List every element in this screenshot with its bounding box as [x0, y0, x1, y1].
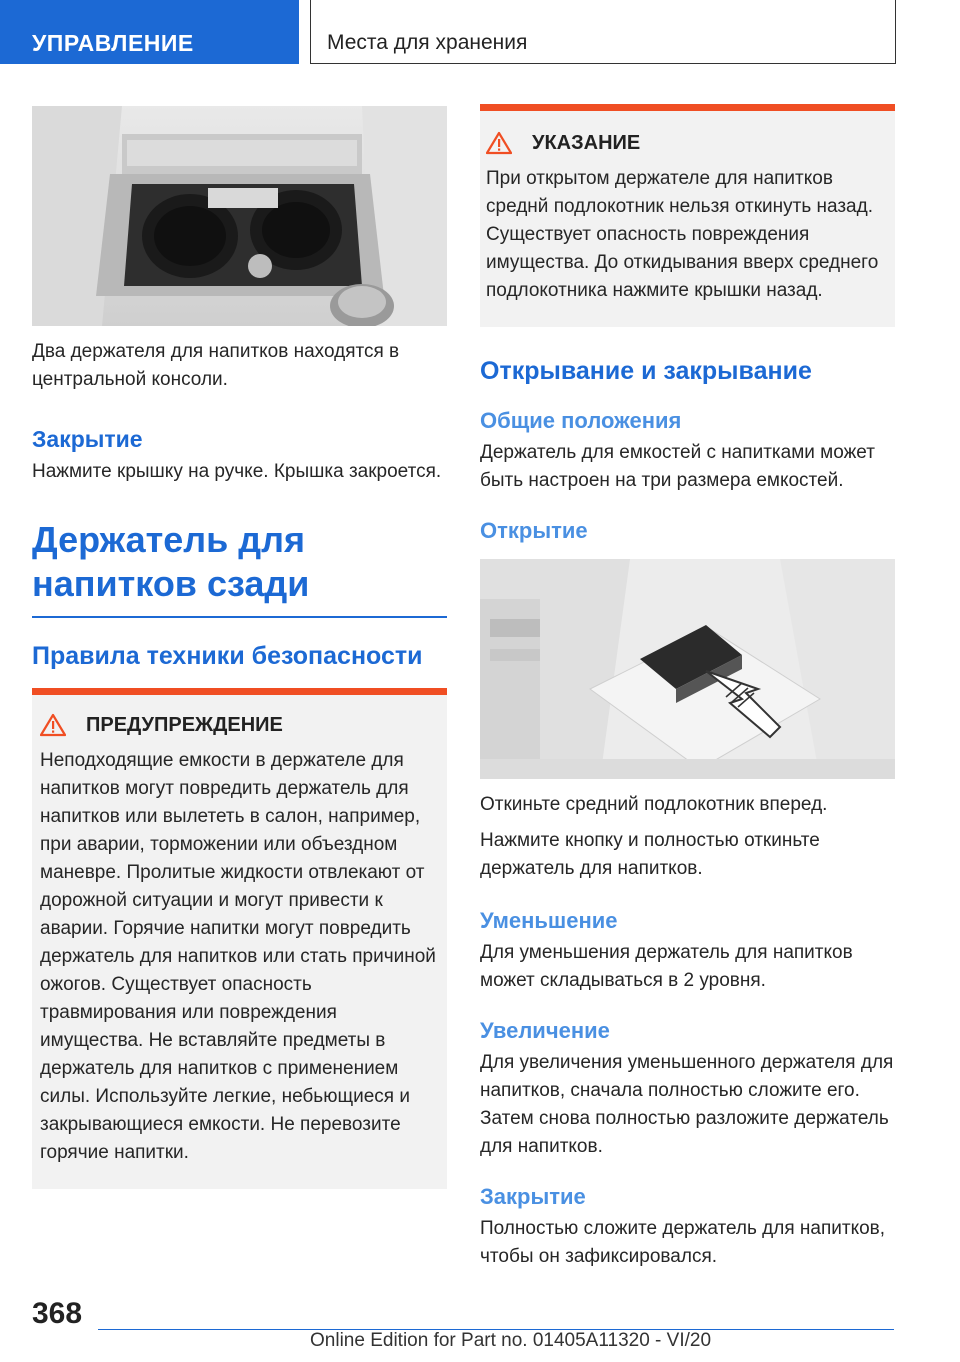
reduce-text: Для уменьшения держатель для напитков может складываться в 2 уровня. [480, 942, 853, 991]
general-heading: Общие положения [480, 408, 682, 433]
notice-text: При открытом держателе для напитков среднй подлокотник нельзя откинуть назад. Существует опасность повреждения имущества. До откидывания вверх среднего подлокотника нажмите крышки назад. [486, 168, 879, 301]
section-title: Держатель для напитков сзади [32, 519, 310, 604]
opening-step-1: Откиньте средний подлокотник вперед. [480, 794, 828, 815]
warning-box [32, 688, 447, 1189]
topic-tab: Места для хранения [310, 0, 896, 64]
notice-triangle-icon [486, 131, 512, 155]
enlarge-heading: Увеличение [480, 1018, 610, 1043]
open-close-title: Открывание и закрывание [480, 357, 812, 385]
section-title-rule [32, 616, 447, 618]
warning-label: ПРЕДУПРЕЖДЕНИЕ [86, 713, 283, 736]
notice-label: УКАЗАНИЕ [532, 131, 641, 154]
enlarge-text: Для увеличения уменьшенного держателя для напитков, сначала полностью сложите его. Затем снова полностью разложите держатель для напитков. [480, 1052, 894, 1157]
console-cupholder-photo [32, 106, 447, 326]
armrest-opening-photo [480, 559, 895, 779]
opening-step-2: Нажмите кнопку и полностью откиньте держатель для напитков. [480, 830, 820, 879]
opening-heading: Открытие [480, 518, 588, 543]
reduce-heading: Уменьшение [480, 908, 618, 933]
closing-heading: Закрытие [32, 426, 143, 452]
general-text: Держатель для емкостей с напитками может быть настроен на три размера емкостей. [480, 442, 875, 491]
warning-header [40, 713, 437, 737]
safety-title: Правила техники безопасности [32, 642, 423, 670]
warning-text: Неподходящие емкости в держателе для напитков могут повредить держатель для напитков или вылететь в салон, например, при аварии, торможении или объездном маневре. Пролитые жидкости отвлекают от дорожной ситуации и могут привести к аварии. Горячие напитки могут повредить держатель для напитков или стать причиной ожогов. Существует опасность травмирования или повреждения имущества. Не вставляйте предметы в держатель для напитков с применением силы. Используйте легкие, небьющиеся и закрывающиеся емкости. Не перевозите горячие напитки. [40, 750, 436, 1163]
section-tab: УПРАВЛЕНИЕ [0, 0, 299, 64]
closing-text: Нажмите крышку на ручке. Крышка закроется. [32, 461, 442, 482]
close-heading: Закрытие [480, 1184, 586, 1209]
left-column [32, 106, 447, 1189]
warning-triangle-icon [40, 713, 66, 737]
notice-box [480, 104, 895, 327]
page-number: 368 [32, 1297, 83, 1330]
edition-link[interactable]: Online Edition for Part no. 01405A11320 - VI/20 [310, 1330, 712, 1351]
photo-caption: Два держателя для напитков находятся в центральной консоли. [32, 341, 400, 390]
close-text: Полностью сложите держатель для напитков, чтобы он зафиксировался. [480, 1218, 886, 1267]
notice-header [486, 131, 885, 155]
right-column [480, 104, 895, 1271]
